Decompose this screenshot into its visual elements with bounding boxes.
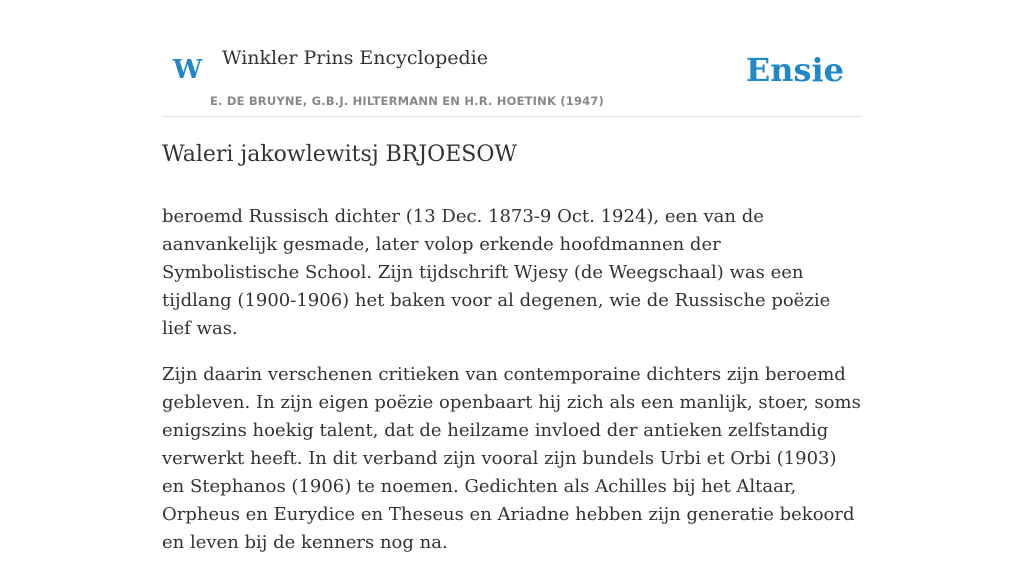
article-paragraph: beroemd Russisch dichter (13 Dec. 1873-9 Oct. 1924), een van de aanvankelijk gesmade, later volop erkende hoofdmannen der Symbolistische School. Zijn tijdschrift Wjesy (de Weegschaal) was een tijdlang (1900-1906) het baken voor al degenen, wie de Russische poëzie lief was. bbox=[162, 206, 831, 339]
winkler-prins-logo[interactable]: W bbox=[173, 55, 203, 85]
article-title: Waleri jakowlewitsj BRJOESOW bbox=[162, 142, 517, 167]
article-paragraph: Zijn daarin verschenen critieken van contemporaine dichters zijn beroemd gebleven. In zijn eigen poëzie openbaart hij zich als een manlijk, stoer, soms enigszins hoekig talent, dat de heilzame invloed der antieken zelfstandig verwerkt heeft. In dit verband zijn vooral zijn bundels Urbi et Orbi (1903) en Stephanos (1906) te noemen. Gedichten als Achilles bij het Altaar, Orpheus en Eurydice en Theseus en Ariadne hebben zijn generatie bekoord en leven bij de kenners nog na. bbox=[162, 364, 861, 553]
source-header bbox=[162, 0, 862, 117]
source-authors: E. DE BRUYNE, G.B.J. HILTERMANN EN H.R. HOETINK (1947) bbox=[210, 94, 605, 108]
ensie-logo[interactable]: Ensie bbox=[745, 51, 844, 89]
article bbox=[162, 136, 862, 575]
source-title[interactable]: Winkler Prins Encyclopedie bbox=[222, 47, 488, 69]
